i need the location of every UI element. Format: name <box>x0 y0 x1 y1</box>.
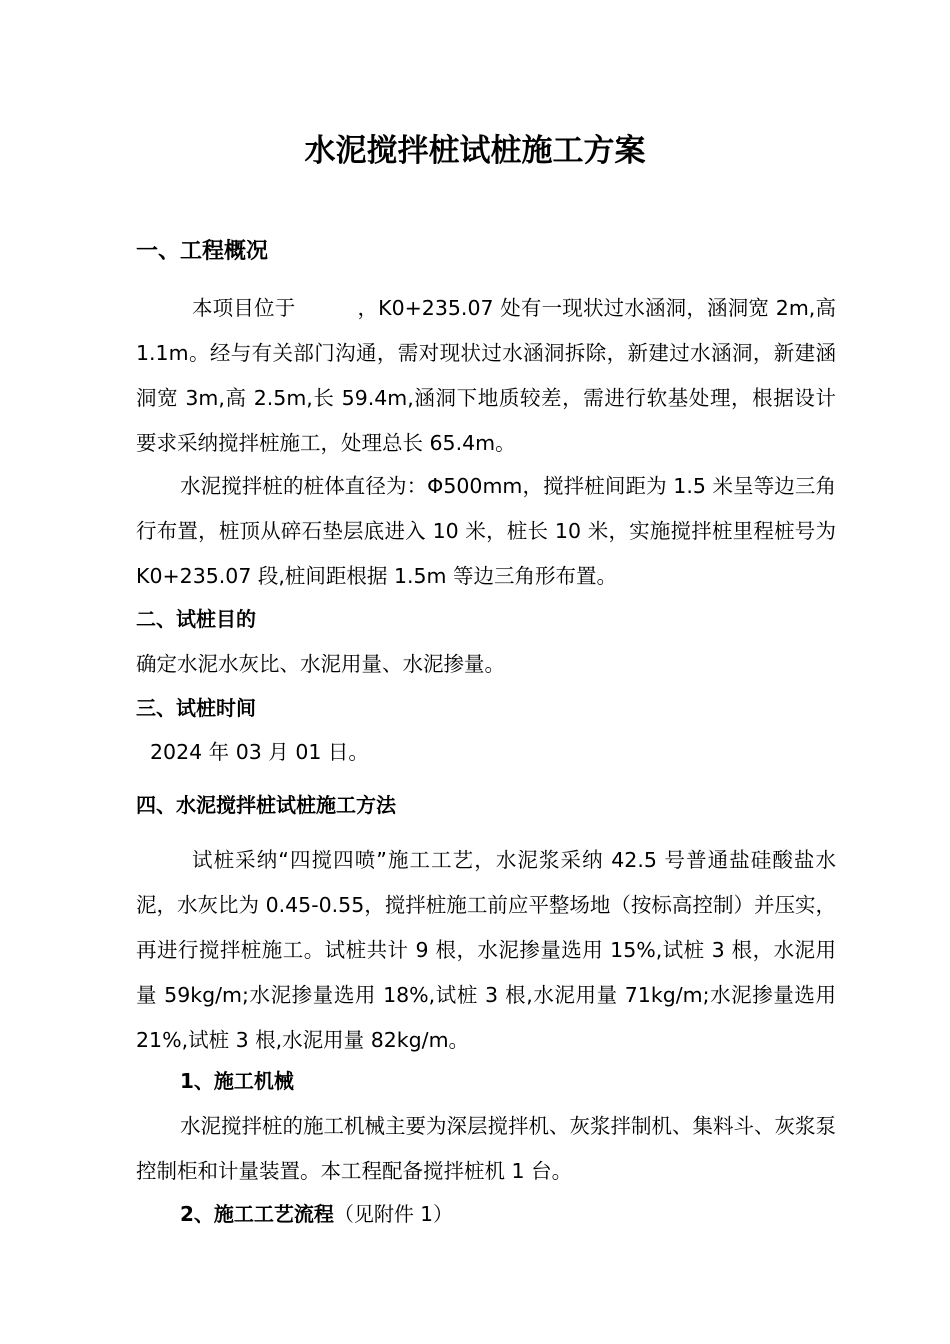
machinery-heading-text: 1、施工机械 <box>180 1069 294 1093</box>
time-text: 2024 年 03 月 01 日。 <box>150 740 369 764</box>
purpose-text: 确定水泥水灰比、水泥用量、水泥掺量。 <box>136 652 505 676</box>
section-heading-method: 四、水泥搅拌桩试桩施工方法 <box>136 793 396 817</box>
section-heading-time: 三、试桩时间 <box>136 696 256 720</box>
subsection-heading-machinery <box>180 1066 294 1096</box>
section-heading-purpose: 二、试桩目的 <box>136 607 256 631</box>
overview-paragraph-1: 本项目位于 ，K0+235.07 处有一现状过水涵洞，涵洞宽 2m,高 1.1m。经与有关部门沟通，需对现状过水涵洞拆除，新建过水涵洞，新建涵洞宽 3m,高 2.5m,长 59.4m,涵洞下地质较差，需进行软基处理，根据设计要求采纳搅拌桩施工，处理总长 65.4m。 <box>136 296 836 455</box>
subsection-heading-process <box>180 1199 453 1229</box>
process-heading-text: 2、施工工艺流程 <box>180 1202 334 1226</box>
overview-paragraph-2: 水泥搅拌桩的桩体直径为：Φ500mm，搅拌桩间距为 1.5 米呈等边三角行布置，桩顶从碎石垫层底进入 10 米，桩长 10 米，实施搅拌桩里程桩号为 K0+235.07 段,桩间距根据 1.5m 等边三角形布置。 <box>136 474 836 588</box>
method-paragraph: 试桩采纳“四搅四喷”施工工艺，水泥浆采纳 42.5 号普通盐硅酸盐水泥，水灰比为 0.45-0.55，搅拌桩施工前应平整场地（按标高控制）并压实，再进行搅拌桩施工。试桩共计 9 根，水泥掺量选用 15%,试桩 3 根，水泥用量 59kg/m;水泥掺量选用 18%,试桩 3 根,水泥用量 71kg/m;水泥掺量选用 21%,试桩 3 根,水泥用量 82kg/m。 <box>136 848 836 1052</box>
document-title: 水泥搅拌桩试桩施工方案 <box>304 133 646 169</box>
machinery-paragraph: 水泥搅拌桩的施工机械主要为深层搅拌机、灰浆拌制机、集料斗、灰浆泵控制柜和计量装置。本工程配备搅拌桩机 1 台。 <box>136 1114 836 1183</box>
section-heading-overview: 一、工程概况 <box>136 239 269 264</box>
process-heading-note: （见附件 1） <box>333 1202 454 1226</box>
